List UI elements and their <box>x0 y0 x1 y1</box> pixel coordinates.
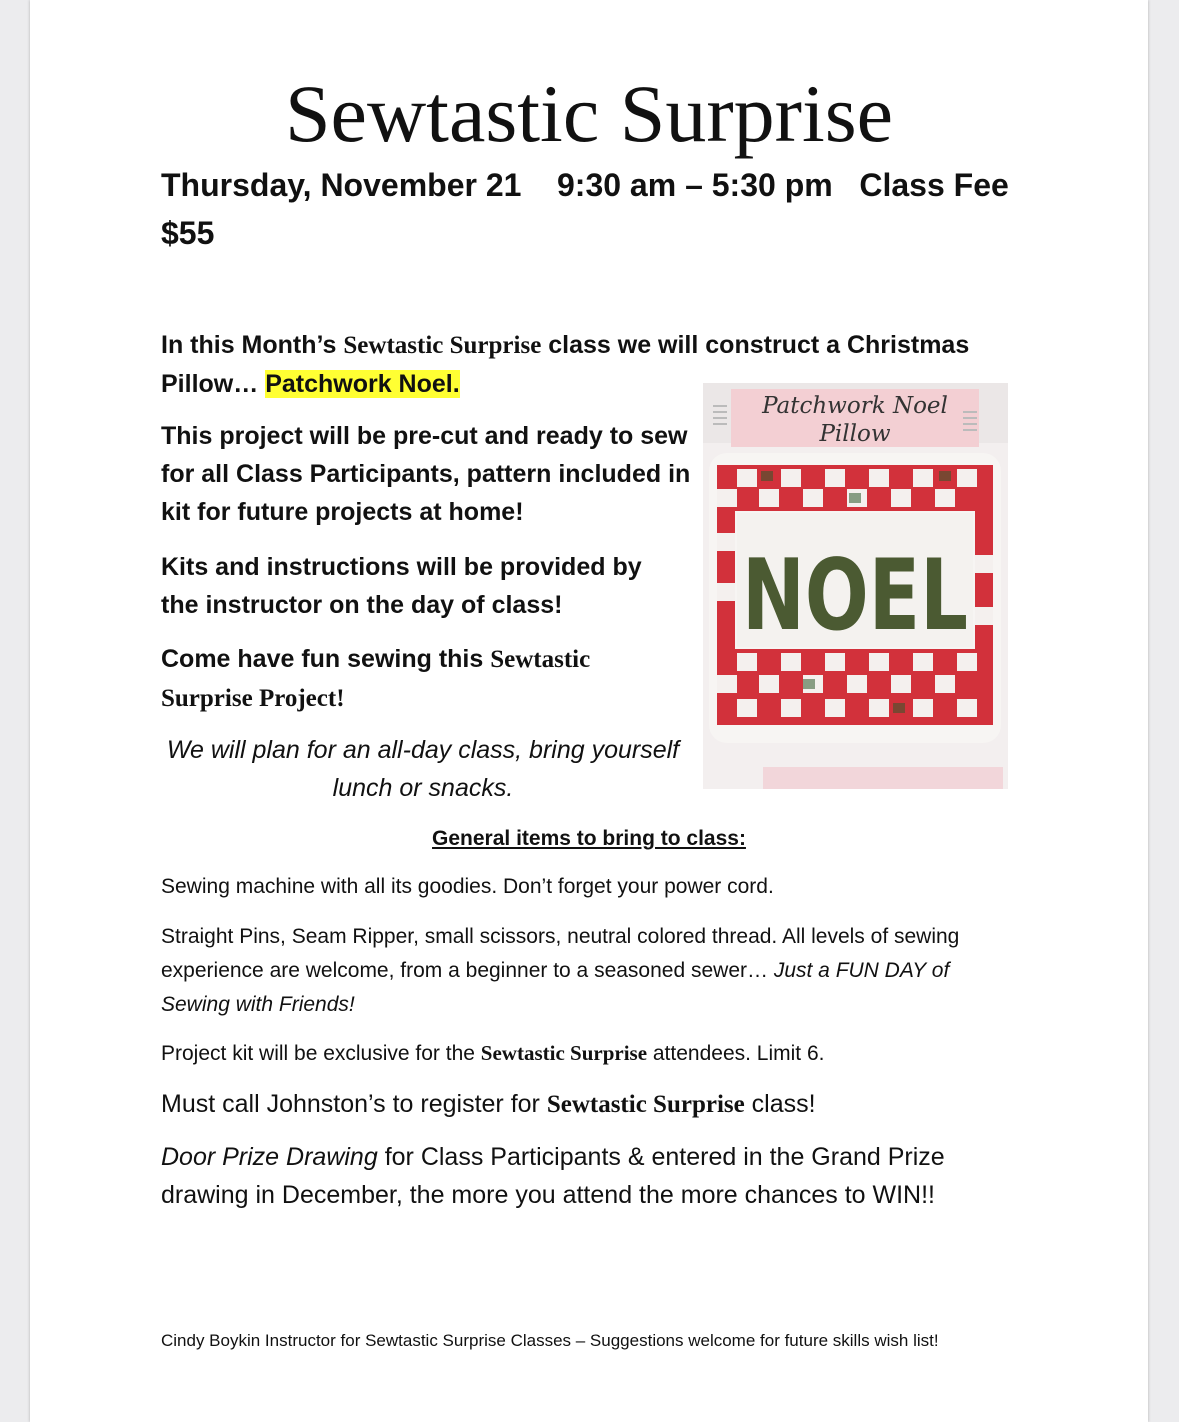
call-class-name: Sewtastic Surprise <box>546 1091 745 1118</box>
event-time: 9:30 am – 5:30 pm <box>556 167 833 203</box>
item-machine: Sewing machine with all its goodies. Don’t forget your power cord. <box>161 875 774 898</box>
call-text-end: class! <box>744 1090 816 1118</box>
intro-text-start: In this Month’s <box>161 331 344 359</box>
item-kit <box>161 1036 1001 1071</box>
door-prize-text: for Class Participants & entered in the Grand Prize drawing in December, the more you attend the more chances to WIN!! <box>161 1143 945 1209</box>
supplies-text: Straight Pins, Seam Ripper, small scissors, neutral colored thread. All levels of sewing experience are welcome, from a beginner to a seasoned sewer… <box>161 925 960 982</box>
items-heading: General items to bring to class: <box>432 827 746 850</box>
item-call <box>161 1085 1011 1124</box>
noel-word: NOEL <box>742 539 968 653</box>
item-door-prize <box>161 1138 1011 1214</box>
call-text-start: Must call Johnston’s to register for <box>161 1090 547 1118</box>
fun-paragraph <box>161 640 631 718</box>
kits-paragraph: Kits and instructions will be provided by the instructor on the day of class! <box>161 553 642 619</box>
kit-text-end: attendees. Limit 6. <box>647 1042 825 1065</box>
class-fee-label: Class Fee <box>859 167 1009 203</box>
project-name-highlight: Patchwork Noel. <box>265 370 460 398</box>
fun-text-end: Project! <box>252 685 345 712</box>
fun-text-start: Come have fun sewing this <box>161 645 491 673</box>
supplies-italic: Just a FUN DAY of Sewing with Friends! <box>161 959 950 1016</box>
footer-note: Cindy Boykin Instructor for Sewtastic Surprise Classes – Suggestions welcome for future skills wish list! <box>161 1331 939 1350</box>
precut-paragraph: This project will be pre-cut and ready to sew for all Class Participants, pattern included in kit for future projects at home! <box>161 422 691 526</box>
kit-text-start: Project kit will be exclusive for the <box>161 1042 481 1065</box>
intro-class-name: Sewtastic Surprise <box>343 332 542 359</box>
event-details <box>161 164 1009 206</box>
kit-class-name: Sewtastic Surprise <box>480 1041 648 1065</box>
photo-label-line2: Pillow <box>819 421 891 447</box>
fun-class-name: Sewtastic Surprise <box>161 646 591 712</box>
pillow-illustration <box>703 383 1008 789</box>
class-fee-amount: $55 <box>161 215 215 251</box>
door-prize-italic: Door Prize Drawing <box>161 1143 378 1171</box>
flyer-page <box>30 0 1148 1422</box>
photo-label-line1: Patchwork Noel <box>762 393 948 419</box>
event-date: Thursday, November 21 <box>161 167 522 203</box>
pillow-photo <box>703 383 1008 789</box>
intro-text-end: class we will construct a Christmas Pillow… <box>161 331 970 398</box>
flyer-title: Sewtastic Surprise <box>284 68 894 159</box>
all-day-note: We will plan for an all-day class, bring yourself lunch or snacks. <box>166 736 680 802</box>
item-supplies <box>161 920 991 1022</box>
